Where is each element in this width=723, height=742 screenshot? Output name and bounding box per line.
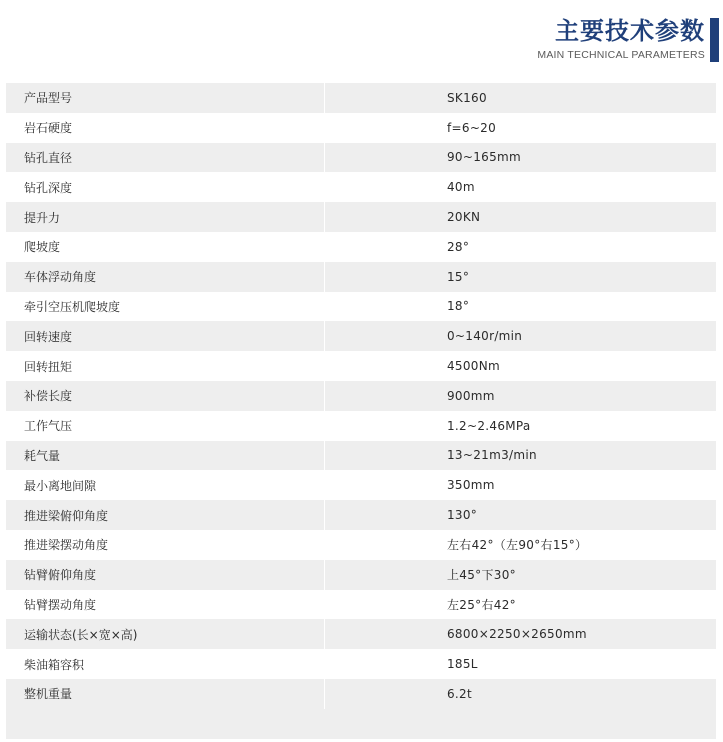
param-name: 运输状态(长×宽×高): [6, 619, 325, 649]
table-row: [6, 649, 716, 679]
section-header: [463, 14, 723, 66]
param-name: 回转速度: [6, 321, 325, 351]
table-row: [6, 679, 716, 709]
param-name: 耗气量: [6, 441, 325, 471]
table-row: [6, 530, 716, 560]
param-value: 上45°下30°: [447, 568, 516, 583]
param-value: 20KN: [447, 210, 481, 225]
param-name: 牵引空压机爬坡度: [24, 299, 121, 314]
table-row: [6, 351, 716, 381]
param-name: 钻臂摆动角度: [24, 597, 97, 612]
table-row: [6, 292, 716, 322]
param-value: 6800×2250×2650mm: [447, 627, 587, 642]
section-title: 主要技术参数: [555, 17, 705, 45]
table-row: [6, 321, 716, 351]
param-value: 13~21m3/min: [447, 448, 537, 463]
param-value: 185L: [447, 657, 478, 672]
param-name: 岩石硬度: [24, 121, 73, 136]
param-value: f=6~20: [447, 120, 497, 135]
param-name: 补偿长度: [6, 381, 325, 411]
param-value: 4500Nm: [447, 359, 501, 374]
table-row: [6, 411, 716, 441]
section-subtitle: MAIN TECHNICAL PARAMETERS: [537, 49, 705, 61]
param-name: 回转扭矩: [24, 359, 73, 374]
table-row: [6, 202, 716, 232]
param-value: SK160: [447, 90, 487, 105]
param-value: 40m: [447, 180, 475, 195]
param-value: 左25°右42°: [447, 597, 516, 612]
table-row: [6, 113, 716, 143]
param-value: 350mm: [447, 478, 495, 493]
param-name: 整机重量: [6, 679, 325, 709]
table-row: [6, 619, 716, 649]
param-name: 最小离地间隙: [24, 478, 97, 493]
table-row: [6, 500, 716, 530]
param-value: 900mm: [447, 388, 495, 403]
param-value: 1.2~2.46MPa: [447, 418, 531, 433]
table-row: [6, 172, 716, 202]
param-value: 左右42°（左90°右15°）: [447, 538, 588, 553]
param-name: 钻孔直径: [6, 143, 325, 173]
table-row: [6, 470, 716, 500]
table-row: [6, 262, 716, 292]
param-name: 钻孔深度: [24, 180, 73, 195]
table-footer-row: [6, 709, 716, 739]
param-name: 工作气压: [24, 419, 73, 434]
param-value: 0~140r/min: [447, 329, 523, 344]
param-name: 提升力: [6, 202, 325, 232]
table-row: [6, 441, 716, 471]
table-row: [6, 381, 716, 411]
param-name: 车体浮动角度: [6, 262, 325, 292]
param-name: 推进梁摆动角度: [24, 538, 109, 553]
param-name: 推进梁俯仰角度: [6, 500, 325, 530]
param-value: 90~165mm: [447, 150, 522, 165]
param-value: 130°: [447, 508, 478, 523]
table-row: [6, 232, 716, 262]
param-value: 28°: [447, 239, 470, 254]
param-name: 产品型号: [6, 83, 325, 113]
title-accent-bar: [710, 18, 719, 62]
table-row: [6, 143, 716, 173]
table-row: [6, 83, 716, 113]
parameters-table: [6, 83, 716, 739]
table-row: [6, 560, 716, 590]
param-name: 钻臂俯仰角度: [6, 560, 325, 590]
param-name: 柴油箱容积: [24, 657, 85, 672]
param-value: 15°: [447, 269, 470, 284]
param-value: 6.2t: [447, 686, 472, 701]
param-value: 18°: [447, 299, 470, 314]
table-row: [6, 590, 716, 620]
param-name: 爬坡度: [24, 240, 61, 255]
